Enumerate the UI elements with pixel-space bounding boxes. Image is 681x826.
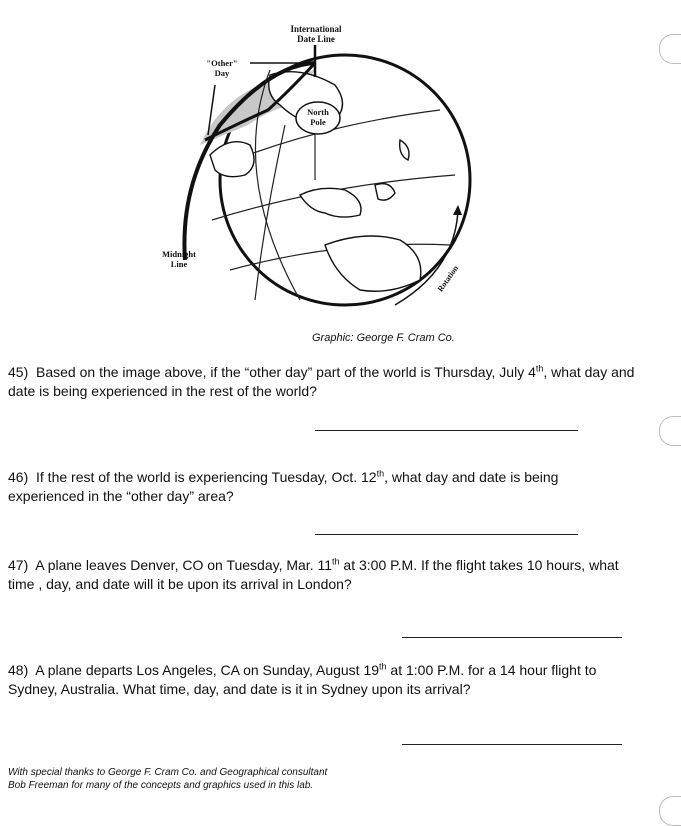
answer-line-47[interactable] (402, 637, 622, 638)
label-idl-line2: Date Line (297, 34, 335, 44)
figure-credit: Graphic: George F. Cram Co. (312, 332, 455, 344)
punch-hole-top (659, 34, 681, 64)
label-pole-line2: Pole (310, 117, 326, 127)
question-text: If the rest of the world is experiencing Tuesday, Oct. 12 (36, 469, 377, 485)
question-text-cont: at 1:00 P.M. for a 14 hour flight to Sydney, Australia. What time, day, and date is it in Sydney upon its arrival? (8, 662, 597, 697)
question-48 (8, 661, 638, 699)
question-47 (8, 556, 638, 594)
question-text-cont: at 3:00 P.M. If the flight takes 10 hours, what time , day, and date will it be upon its arrival in London? (8, 557, 619, 592)
acknowledgement-line1: With special thanks to George F. Cram Co. and Geographical consultant (8, 767, 328, 778)
label-midnight-line2: Line (170, 259, 188, 269)
ordinal-suffix: th (535, 363, 544, 374)
label-pole-line1: North (307, 107, 329, 117)
punch-hole-middle (659, 416, 681, 446)
punch-hole-bottom (659, 796, 681, 826)
label-other-line2: Day (214, 68, 230, 78)
question-text: A plane leaves Denver, CO on Tuesday, Mar. 11 (35, 557, 333, 573)
question-text-cont: , what day and date is being experienced in the “other day” area? (8, 469, 559, 504)
answer-line-46[interactable] (315, 534, 578, 535)
acknowledgement-line2: Bob Freeman for many of the concepts and graphics used in this lab. (8, 780, 314, 791)
question-text-cont: , what day and date is being experienced in the rest of the world? (8, 364, 635, 399)
question-text: Based on the image above, if the “other day” part of the world is Thursday, July 4 (36, 364, 536, 380)
question-46 (8, 468, 638, 506)
label-other-line1: "Other" (206, 58, 238, 68)
label-rotation: Rotation (435, 263, 461, 294)
question-number: 45) (8, 364, 29, 380)
globe-illustration (150, 15, 480, 315)
ordinal-suffix: th (379, 661, 387, 672)
label-idl-line1: International (290, 24, 342, 34)
globe-figure (150, 15, 480, 315)
question-text: A plane departs Los Angeles, CA on Sunday, August 19 (35, 662, 380, 678)
question-number: 47) (8, 557, 29, 573)
label-midnight-line1: Midnight (161, 249, 197, 259)
ordinal-suffix: th (332, 556, 340, 567)
ordinal-suffix: th (376, 468, 385, 479)
answer-line-48[interactable] (402, 744, 622, 745)
question-45 (8, 363, 638, 401)
answer-line-45[interactable] (315, 430, 578, 431)
acknowledgement (8, 766, 388, 792)
question-number: 46) (8, 469, 29, 485)
question-number: 48) (8, 662, 29, 678)
